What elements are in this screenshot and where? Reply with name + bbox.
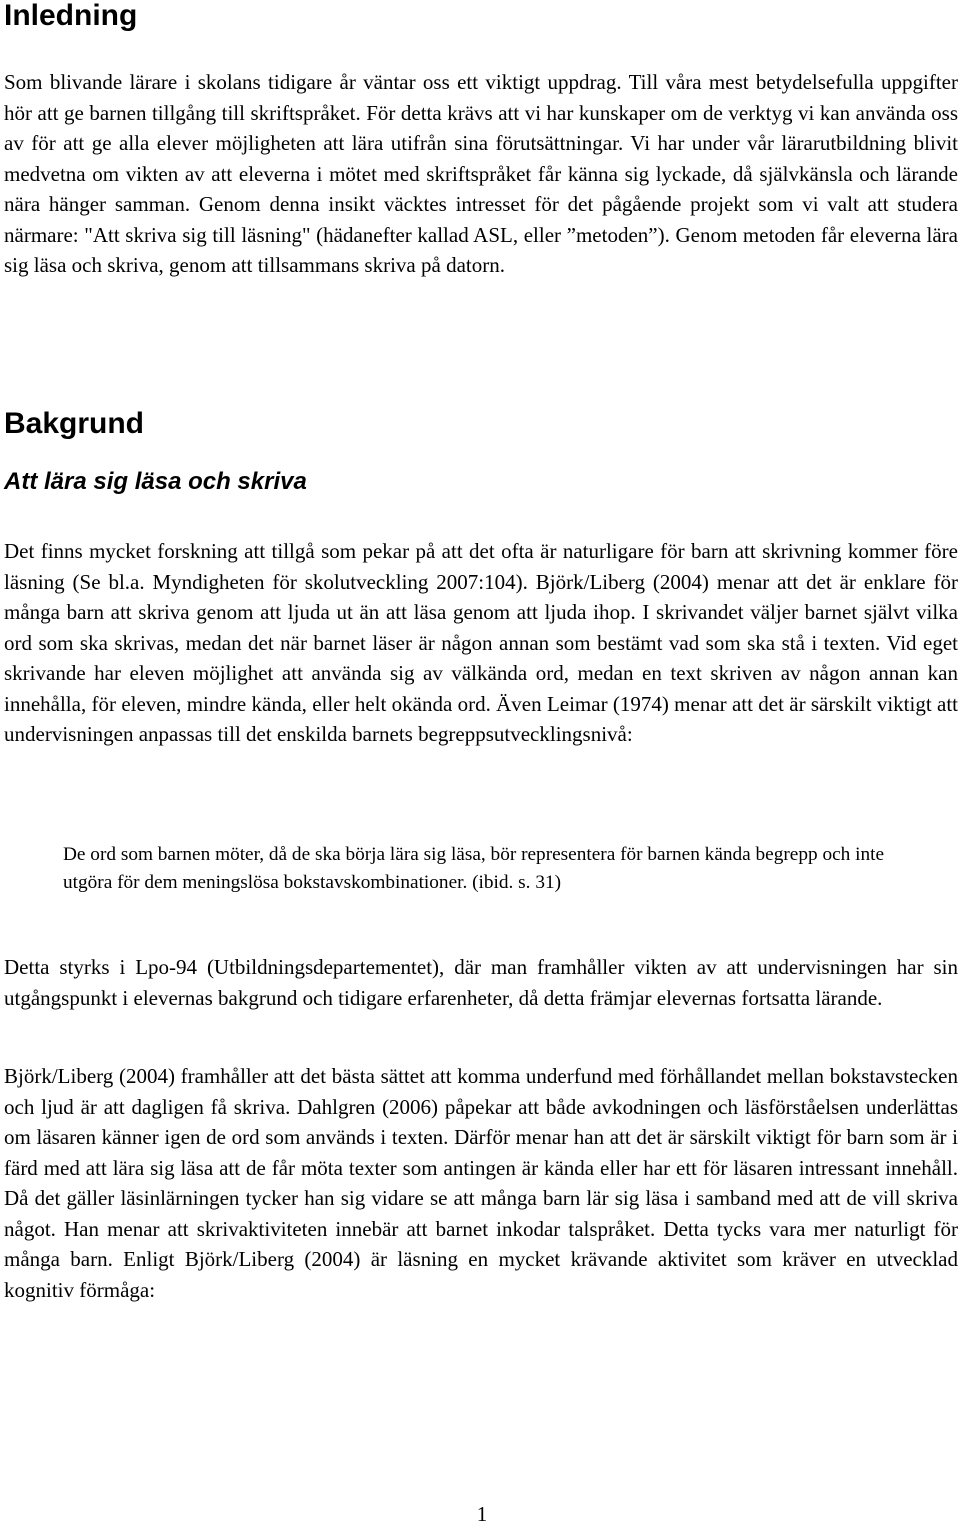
block-quote: De ord som barnen möter, då de ska börja lära sig läsa, bör representera för barnen kända begrepp och inte utgöra för dem meningslösa bokstavskombinationer. (ibid. s. 31) — [63, 844, 885, 893]
subheading-lasa-skriva: Att lära sig läsa och skriva — [4, 468, 307, 495]
paragraph-bakgrund-3: Björk/Liberg (2004) framhåller att det bästa sättet att komma underfund med förhållandet mellan bokstavstecken och ljud är att dagligen få skriva. Dahlgren (2006) påpekar att både avkodningen och läsförståelsen underlättas om läsaren känner igen de ord som används i texten. Därför menar han att det är särskilt viktigt för barn som är i färd med att lära sig läsa att de får möta texter som antingen är kända eller har ett för läsaren intressant innehåll. Då det gäller läsinlärningen tycker han sig vidare se att många barn lär sig läsa i samband med att de vill skriva något. Han menar att skrivaktiviteten innebär att barnet inkodar talspråket. Detta tycks vara mer naturligt för många barn. Enligt Björk/Liberg (2004) är läsning en mycket krävande aktivitet som kräver en utvecklad kognitiv förmåga: — [4, 1064, 958, 1302]
paragraph-bakgrund-1: Det finns mycket forskning att tillgå som pekar på att det ofta är naturligare för barn att skrivning kommer före läsning (Se bl.a. Myndigheten för skolutveckling 2007:104). Björk/Liberg (2004) menar att det är enklare för många barn att skriva genom att ljuda ut än att läsa genom att ljuda ihop. I skrivandet väljer barnet självt vilka ord som ska skrivas, medan det när barnet läser är någon annan som bestämt vad som ska stå i texten. Vid eget skrivande har eleven möjlighet att använda sig av välkända ord, medan en text skriven av någon annan kan innehålla, för eleven, mindre kända, eller helt okända ord. Även Leimar (1974) menar att det är särskilt viktigt att undervisningen anpassas till det enskilda barnets begreppsutvecklingsnivå: — [4, 539, 958, 746]
paragraph-inledning: Som blivande lärare i skolans tidigare år väntar oss ett viktigt uppdrag. Till våra mest betydelsefulla uppgifter hör att ge barnen tillgång till skriftspråket. För detta krävs att vi har kunskaper om de verktyg vi kan använda oss av för att ge alla elever möjligheten att lära utifrån sina förutsättningar. Vi har under vår lärarutbildning blivit medvetna om vikten av att eleverna i mötet med skriftspråket får känna sig lyckade, då självkänsla och lärande nära hänger samman. Genom denna insikt väcktes intresset för det pågående projekt som vi valt att studera närmare: "Att skriva sig till läsning" (hädanefter kallad ASL, eller ”metoden”). Genom metoden får eleverna lära sig läsa och skriva, genom att tillsammans skriva på datorn. — [4, 70, 958, 277]
page-number: 1 — [476, 1502, 488, 1526]
heading-inledning: Inledning — [4, 0, 138, 32]
paragraph-bakgrund-2: Detta styrks i Lpo-94 (Utbildningsdepartementet), där man framhåller vikten av att undervisningen har sin utgångspunkt i elevernas bakgrund och tidigare erfarenheter, då detta främjar elevernas fortsatta lärande. — [4, 955, 958, 1010]
heading-bakgrund: Bakgrund — [4, 407, 145, 440]
